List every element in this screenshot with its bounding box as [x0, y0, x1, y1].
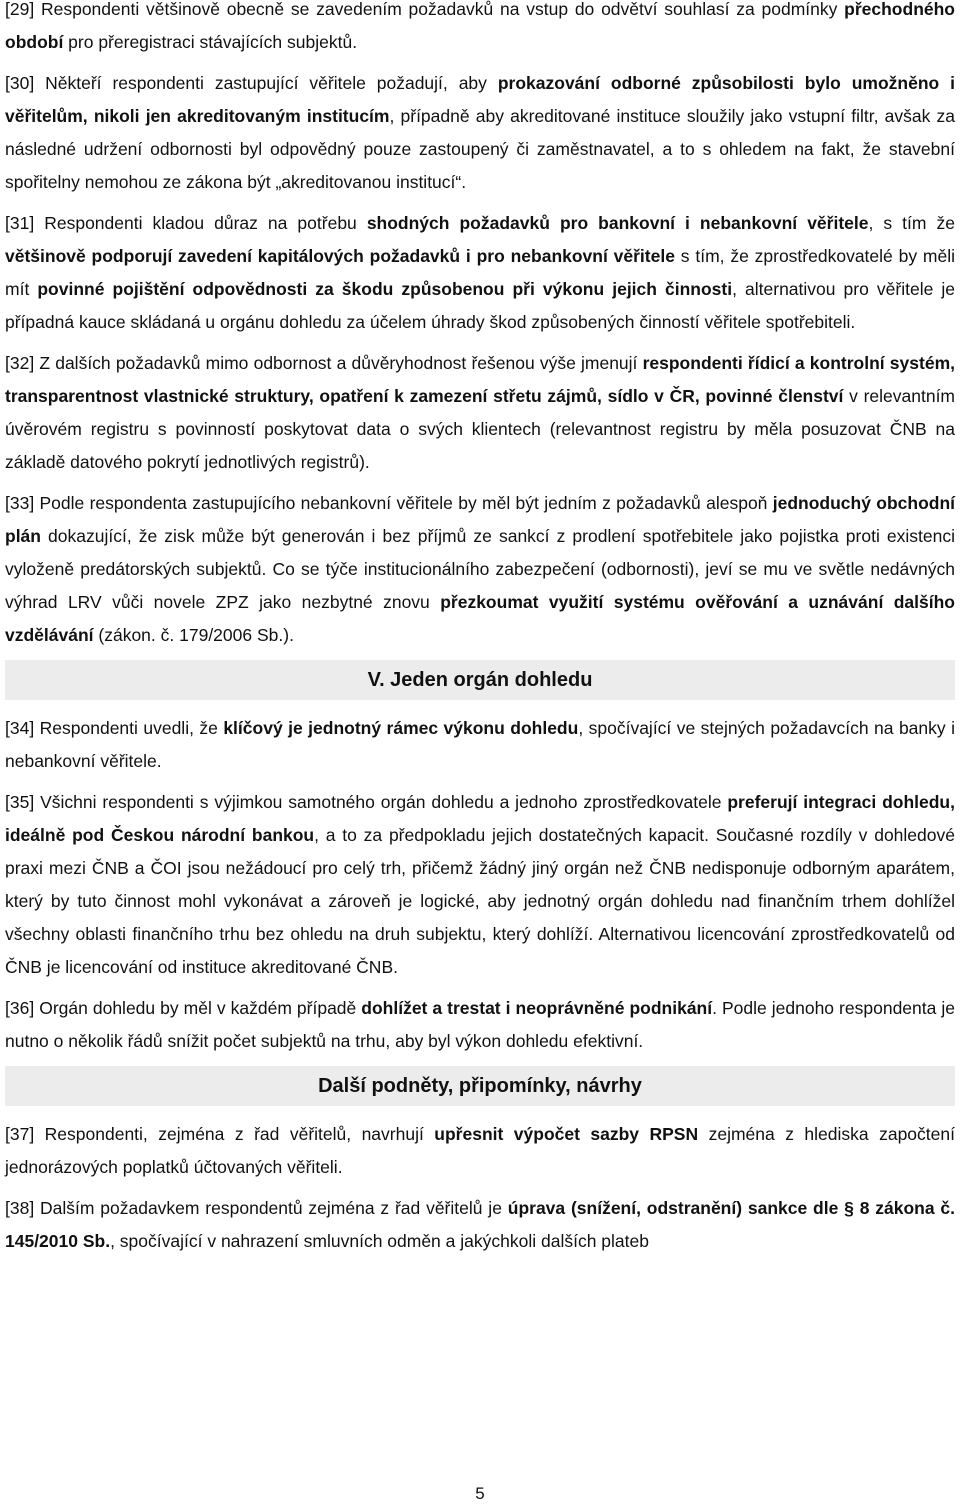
bold-text: přechodného období [5, 0, 955, 52]
paragraph-37 [5, 1118, 955, 1184]
text-run: . Podle jednoho respondenta je nutno o několik řádů snížit počet subjektů na trhu, aby byl výkon dohledu efektivní. [5, 998, 955, 1051]
bold-text: jednoduchý obchodní plán [5, 493, 956, 546]
text-run: (zákon. č. 179/2006 Sb.). [93, 625, 294, 645]
text-run: , alternativou pro věřitele je případná kauce skládaná u orgánu dohledu za účelem úhrady škod způsobených činností věřitele spotřebiteli. [5, 279, 955, 332]
bold-text: většinově podporují zavedení kapitálových požadavků i pro nebankovní věřitele [5, 246, 675, 266]
text-run: , případně aby akreditované instituce sloužily jako vstupní filtr, avšak za následné udržení odbornosti byl odpovědný pouze zastoupený či zaměstnavatel, a to s ohledem na fakt, že stavební spořitelny nemohou ze zákona být „akreditovanou institucí“. [5, 106, 956, 192]
text-run: [37] Respondenti, zejména z řad věřitelů, navrhují [5, 1124, 435, 1144]
text-run: [30] Někteří respondenti zastupující věřitele požadují, aby [5, 73, 498, 93]
text-run: v relevantním úvěrovém registru s povinností poskytovat data o svých klientech (relevantnost registru by měla posuzovat ČNB na základě datového pokrytí jednotlivých registrů). [5, 386, 956, 472]
text-run: [33] Podle respondenta zastupujícího nebankovní věřitele by měl být jedním z požadavků alespoň [5, 493, 773, 513]
bold-text: klíčový je jednotný rámec výkonu dohledu [223, 718, 579, 738]
bold-text: dohlížet a trestat i neoprávněné podnikání [361, 998, 713, 1018]
text-run: [36] Orgán dohledu by měl v každém případě [5, 998, 362, 1018]
paragraph-32 [5, 347, 955, 479]
bold-text: přezkoumat využití systému ověřování a uznávání dalšího vzdělávání [5, 592, 955, 645]
text-run: [34] Respondenti uvedli, že [5, 718, 224, 738]
text-run: [35] Všichni respondenti s výjimkou samotného orgán dohledu a jednoho zprostředkovatele [5, 792, 728, 812]
section-heading-v: V. Jeden orgán dohledu [5, 660, 955, 700]
paragraph-34 [5, 712, 955, 778]
text-run: , a to za předpokladu jejich dostatečných kapacit. Současné rozdíly v dohledové praxi mezi ČNB a ČOI jsou nežádoucí pro celý trh, přičemž žádný jiný orgán než ČNB nedisponuje odborným aparátem, který by tuto činnost mohl vykonávat a zároveň je logické, aby jednotný orgán dohledu nad finančním trhem dohlížel všechny oblasti finančního trhu bez ohledu na druh subjektu, který dohlíží. Alternativou licencování zprostředkovatelů od ČNB je licencování od instituce akreditované ČNB. [5, 825, 955, 977]
paragraph-29 [5, 0, 955, 59]
text-run: [29] Respondenti většinově obecně se zavedením požadavků na vstup do odvětví souhlasí za podmínky [5, 0, 845, 19]
page-number: 5 [475, 1484, 485, 1503]
text-run: zejména z hlediska započtení jednorázových poplatků účtovaných věřiteli. [5, 1124, 955, 1177]
document-page [5, 0, 955, 1266]
bold-text: upřesnit výpočet sazby RPSN [434, 1124, 699, 1144]
text-run: , spočívající ve stejných požadavcích na banky i nebankovní věřitele. [5, 718, 955, 771]
bold-text: preferují integraci dohledu, ideálně pod Českou národní bankou [5, 792, 955, 845]
text-run: s tím, že zprostředkovatelé by měli mít [5, 246, 955, 299]
bold-text: úprava (snížení, odstranění) sankce dle § 8 zákona č. 145/2010 Sb. [5, 1198, 955, 1251]
text-run: , s tím že [868, 213, 955, 233]
text-run: [38] Dalším požadavkem respondentů zejména z řad věřitelů je [5, 1198, 508, 1218]
text-run: [32] Z dalších požadavků mimo odbornost a důvěryhodnost řešenou výše jmenují [5, 353, 643, 373]
bold-text: respondenti řídicí a kontrolní systém, transparentnost vlastnické struktury, opatření k zamezení střetu zájmů, sídlo v ČR, povinné členství [5, 353, 955, 406]
bold-text: shodných požadavků pro bankovní i nebankovní věřitele [366, 213, 869, 233]
bold-text: povinné pojištění odpovědnosti za škodu způsobenou při výkonu jejich činnosti [37, 279, 733, 299]
text-run: dokazující, že zisk může být generován i bez příjmů ze sankcí z prodlení spotřebitele jako pojistka proti existenci vyloženě predátorských subjektů. Co se týče institucionálního zabezpečení (odbornosti), jeví se mu ve světle nedávných výhrad LRV vůči novele ZPZ jako nezbytné znovu [5, 526, 955, 612]
paragraph-30 [5, 67, 955, 199]
paragraph-38 [5, 1192, 955, 1258]
bold-text: prokazování odborné způsobilosti bylo umožněno i věřitelům, nikoli jen akreditovaným institucím [5, 73, 955, 126]
text-run: [31] Respondenti kladou důraz na potřebu [5, 213, 367, 233]
text-run: pro přeregistraci stávajících subjektů. [63, 32, 358, 52]
section-heading-further: Další podněty, připomínky, návrhy [5, 1066, 955, 1106]
paragraph-35 [5, 786, 955, 984]
text-run: , spočívající v nahrazení smluvních odměn a jakýchkoli dalších plateb [110, 1231, 649, 1251]
paragraph-33 [5, 487, 955, 652]
paragraph-31 [5, 207, 955, 339]
paragraph-36 [5, 992, 955, 1058]
